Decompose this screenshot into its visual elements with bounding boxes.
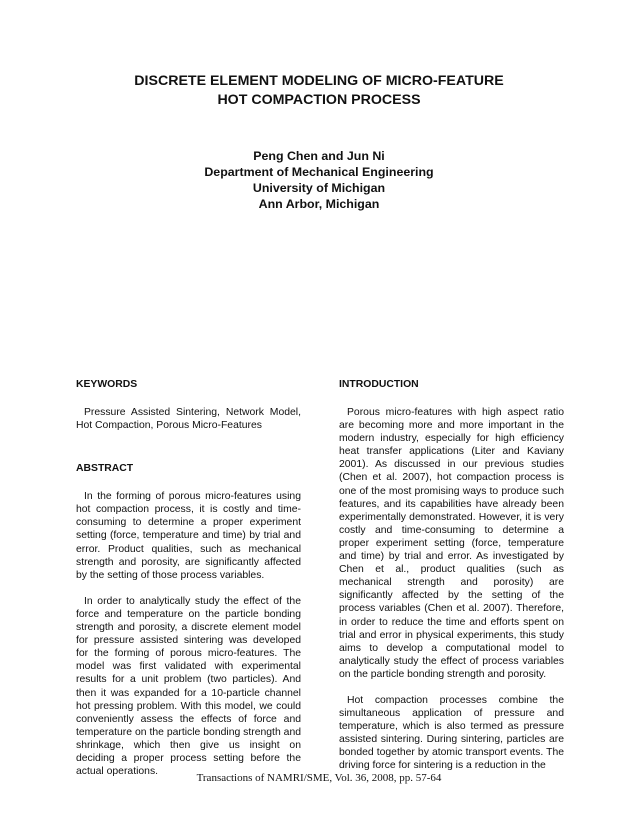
author-location: Ann Arbor, Michigan	[258, 197, 380, 211]
left-column	[76, 378, 301, 778]
paper-title	[60, 72, 578, 110]
introduction-paragraph-2: Hot compaction processes combine the simultaneous application of pressure and temperature, which is also termed as pressure assisted sintering. During sintering, particles are bonded together by atomic transport events. The driving force for sintering is a reduction in the	[339, 694, 564, 772]
author-university: University of Michigan	[252, 181, 386, 195]
right-column	[339, 378, 564, 773]
author-names: Peng Chen and Jun Ni	[253, 149, 385, 163]
keywords-heading: KEYWORDS	[76, 379, 138, 390]
author-department: Department of Mechanical Engineering	[204, 165, 434, 179]
introduction-heading: INTRODUCTION	[339, 379, 419, 390]
keywords-text: Pressure Assisted Sintering, Network Model, Hot Compaction, Porous Micro-Features	[76, 407, 301, 432]
abstract-paragraph-1: In the forming of porous micro-features using hot compaction process, it is costly and time-consuming to determine a proper experiment setting (force, temperature and time) by trial and error. Product qualities, such as mechanical strength and porosity, are significantly affected by the setting of those process variables.	[76, 491, 301, 581]
abstract-paragraph-2: In order to analytically study the effect of the force and temperature on the particle bonding strength and porosity, a discrete element model for pressure assisted sintering was developed for the forming of porous micro-features. The model was first validated with experimental results for a unit problem (two particles). And then it was expanded for a 10-particle channel hot pressing problem. With this model, we could conveniently assess the effects of force and temperature on the particle bonding strength and shrinkage, which then give us insight on deciding a proper process setting before the actual operations.	[76, 595, 301, 778]
introduction-paragraph-1: Porous micro-features with high aspect ratio are becoming more and more important in the modern industry, especially for high efficiency heat transfer applications (Liter and Kaviany 2001). As discussed in our previous studies (Chen et al. 2007), hot compaction process is one of the most promising ways to produce such features, and its capabilities have already been experimentally demonstrated. However, it is very costly and time-consuming to determine a proper experiment setting (force, temperature and time) by trial and error. As investigated by Chen et al., product qualities (such as mechanical strength and porosity) are significantly affected by the setting of the process variables (Chen et al. 2007). Therefore, in order to reduce the time and efforts spent on trial and error in physical experiments, this study aims to develop a computational model to analytically study the effect of process variables on the particle bonding strength and porosity.	[339, 407, 564, 680]
abstract-heading: ABSTRACT	[76, 463, 134, 475]
journal-footer: Transactions of NAMRI/SME, Vol. 36, 2008, pp. 57-64	[196, 772, 442, 784]
paper-title-line-1: DISCRETE ELEMENT MODELING OF MICRO-FEATURE	[134, 73, 504, 89]
paper-title-line-2: HOT COMPACTION PROCESS	[217, 92, 421, 108]
author-block	[60, 148, 578, 212]
